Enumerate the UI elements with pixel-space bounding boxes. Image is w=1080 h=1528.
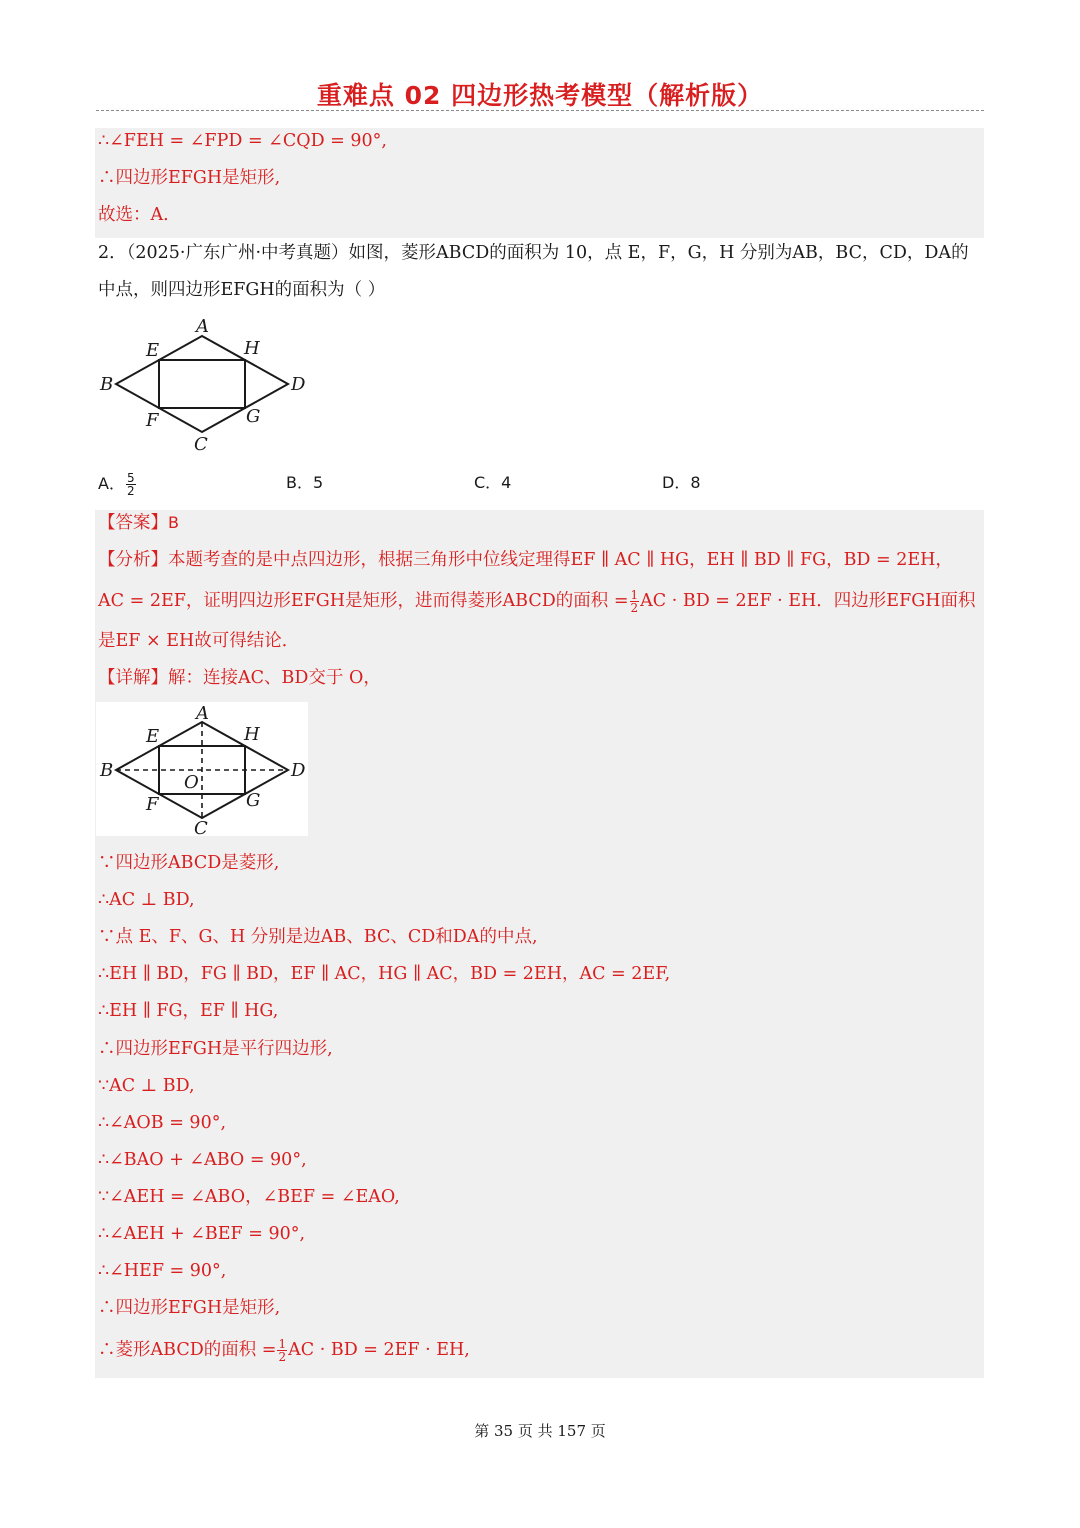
label-c: C <box>194 434 208 455</box>
label-f: F <box>146 794 159 815</box>
rhombus-abcd <box>116 336 288 432</box>
step-14-frac-numerator: 1 <box>278 1337 287 1351</box>
question-line-2: 中点，则四边形EFGH的面积为（ ） <box>98 280 386 300</box>
step-14 <box>98 1338 470 1363</box>
analysis-text-2b: AC · BD = 2EF · EH．四边形EFGH面积 <box>640 591 976 611</box>
label-a: A <box>196 703 209 724</box>
analysis-line-3: 是EF × EH故可得结论． <box>98 631 300 651</box>
prev-solution-line-1: ∴∠FEH = ∠FPD = ∠CQD = 90°, <box>98 131 387 151</box>
question-line-1: 2．（2025·广东广州·中考真题）如图，菱形ABCD的面积为 10，点 E，F，G，H 分别为AB，BC，CD，DA的 <box>98 243 969 263</box>
label-g: G <box>246 790 261 811</box>
step-5: ∴EH ∥ FG，EF ∥ HG, <box>98 1001 279 1021</box>
step-12: ∴∠HEF = 90°, <box>98 1261 227 1281</box>
label-h: H <box>244 338 260 359</box>
label-c: C <box>194 818 208 836</box>
step-4: ∴EH ∥ BD，FG ∥ BD，EF ∥ AC，HG ∥ AC，BD = 2EH，AC = 2EF, <box>98 964 671 984</box>
label-e: E <box>146 340 160 361</box>
label-g: G <box>246 406 261 427</box>
rhombus-figure-with-diagonals <box>96 702 308 836</box>
option-a-label: A． <box>98 474 125 493</box>
answer-tag: 【答案】 <box>98 513 168 533</box>
option-a-numerator: 5 <box>126 471 135 485</box>
header-divider <box>96 110 984 111</box>
answer-line <box>98 512 179 534</box>
detail-tag: 【详解】 <box>98 668 168 688</box>
option-b: B．5 <box>286 473 324 492</box>
label-b: B <box>100 760 114 781</box>
analysis-text-2a: AC = 2EF，证明四边形EFGH是矩形，进而得菱形ABCD的面积 = <box>98 591 629 611</box>
step-9: ∴∠BAO + ∠ABO = 90°, <box>98 1150 307 1170</box>
detail-line <box>98 667 381 689</box>
label-a: A <box>196 316 209 337</box>
label-h: H <box>244 724 260 745</box>
option-c: C．4 <box>474 473 512 492</box>
step-14-frac-denominator: 2 <box>278 1350 287 1364</box>
label-f: F <box>146 410 159 431</box>
page-footer: 第 35 页 共 157 页 <box>474 1422 606 1440</box>
step-6: ∴四边形EFGH是平行四边形, <box>98 1039 333 1059</box>
page-title: 重难点 02 四边形热考模型（解析版） <box>316 81 764 110</box>
detail-text: 解：连接AC、BD交于 O， <box>168 668 381 688</box>
analysis-text-1: 本题考查的是中点四边形，根据三角形中位线定理得EF ∥ AC ∥ HG，EH ∥ BD ∥ FG，BD = 2EH， <box>168 550 953 570</box>
step-11: ∴∠AEH + ∠BEF = 90°, <box>98 1224 306 1244</box>
prev-solution-line-2: ∴四边形EFGH是矩形, <box>98 168 281 188</box>
option-a <box>98 472 137 497</box>
label-d: D <box>291 760 306 781</box>
step-13: ∴四边形EFGH是矩形, <box>98 1298 281 1318</box>
label-b: B <box>100 374 114 395</box>
label-e: E <box>146 726 160 747</box>
step-14-text-a: ∴菱形ABCD的面积 = <box>98 1340 277 1360</box>
step-10: ∵∠AEH = ∠ABO，∠BEF = ∠EAO, <box>98 1187 400 1207</box>
rectangle-efgh <box>159 360 245 408</box>
analysis-frac-denominator: 2 <box>630 601 639 615</box>
analysis-line-1 <box>98 549 953 571</box>
prev-solution-line-3: 故选：A. <box>98 205 169 225</box>
rhombus-figure <box>96 314 316 456</box>
option-a-denominator: 2 <box>126 484 135 498</box>
label-o: O <box>184 772 199 793</box>
step-2: ∴AC ⊥ BD, <box>98 890 195 910</box>
label-d: D <box>291 374 306 395</box>
step-3: ∵点 E、F、G、H 分别是边AB、BC、CD和DA的中点, <box>98 927 538 947</box>
answer-value: B <box>168 513 179 532</box>
step-14-text-b: AC · BD = 2EF · EH, <box>288 1340 470 1360</box>
analysis-tag: 【分析】 <box>98 550 168 570</box>
step-7: ∵AC ⊥ BD, <box>98 1076 195 1096</box>
option-d: D．8 <box>662 473 701 492</box>
analysis-frac-numerator: 1 <box>630 588 639 602</box>
analysis-line-2 <box>98 589 975 614</box>
step-8: ∴∠AOB = 90°, <box>98 1113 227 1133</box>
step-1: ∵四边形ABCD是菱形, <box>98 853 280 873</box>
